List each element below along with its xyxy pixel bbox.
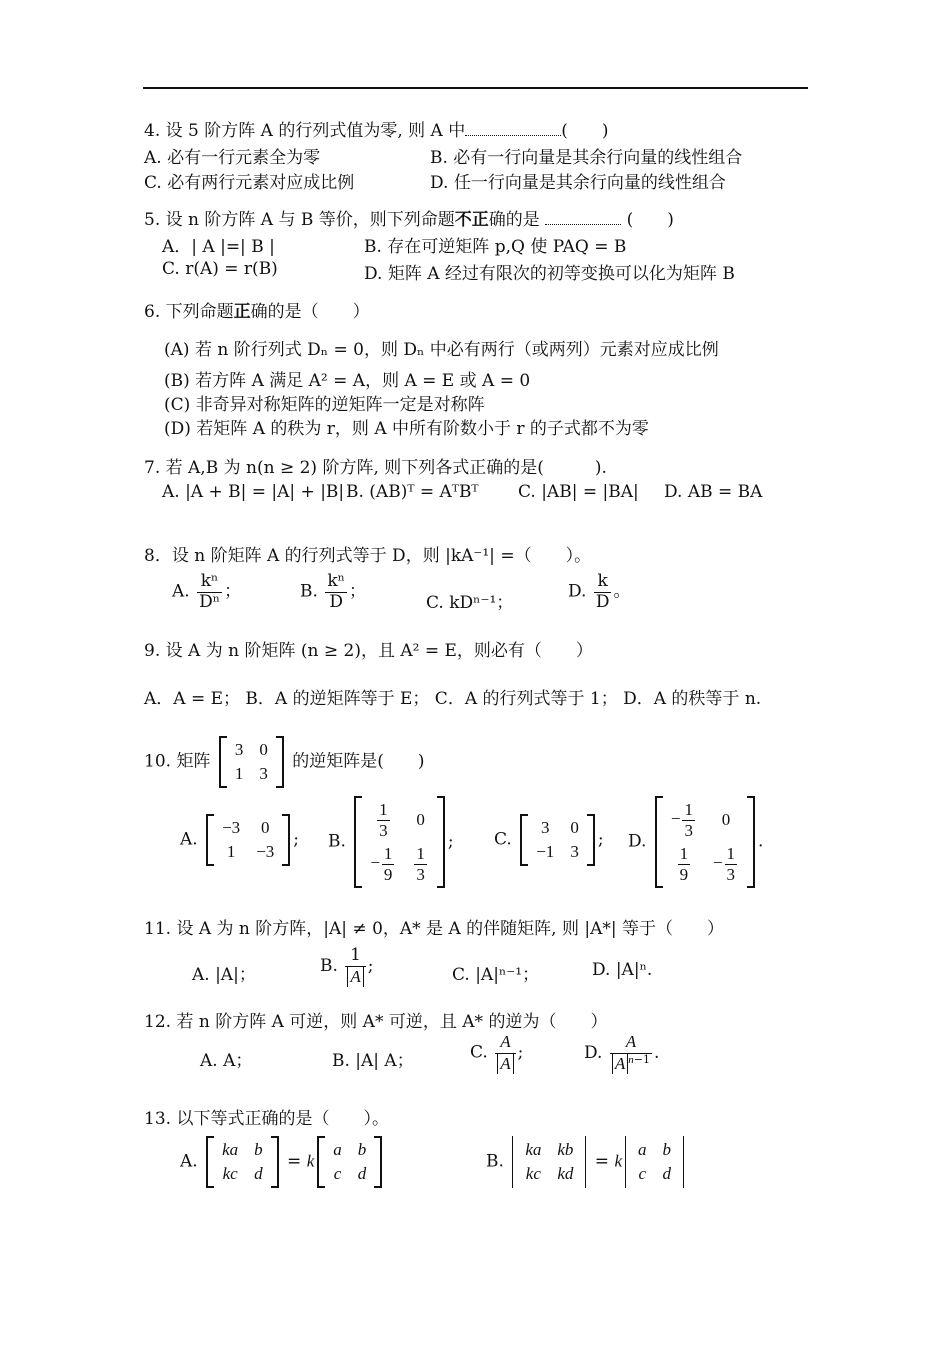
fraction: $\frac{1}{A}$ [345, 946, 365, 987]
question-6-option-a: (A) 若 n 阶行列式 Dₙ = 0，则 Dₙ 中必有两行（或两列）元素对应成比例 [164, 340, 719, 360]
question-5-option-d: D. 矩阵 A 经过有限次的初等变换可以化为矩阵 B [364, 264, 735, 284]
question-5-stem: 5. 设 n 阶方阵 A 与 B 等价，则下列命题不正确的是 ( ) [144, 210, 674, 230]
question-4-option-c: C. 必有两行元素对应成比例 [144, 173, 355, 193]
question-11-option-a: A. |A|； [192, 965, 256, 985]
determinant: a b c d [625, 1136, 684, 1188]
question-8-option-c: C. kDⁿ⁻¹； [426, 593, 514, 613]
answer-blank [465, 123, 561, 136]
question-4-option-d: D. 任一行向量是其余行向量的线性组合 [430, 173, 726, 193]
question-7-option-c: C. |AB| = |BA| [518, 482, 639, 502]
question-10-option-d: D. − $\frac{1}{3}$ 0 $\frac{1}{9}$ − $\frac{1}{3}$ . [628, 796, 763, 888]
question-8-option-b: B. $\frac{\text{kⁿ}}{D}$ ； [300, 571, 366, 612]
fraction: $\frac{k}{D}$ [595, 571, 610, 612]
question-13-stem: 13. 以下等式正确的是（ ）。 [144, 1109, 389, 1129]
question-5-option-b: B. 存在可逆矩阵 p,Q 使 PAQ = B [364, 237, 627, 257]
given-matrix: 3 0 1 3 [219, 736, 284, 788]
question-9-stem: 9. 设 A 为 n 阶矩阵 (n ≥ 2)，且 A² = E，则必有（ ） [144, 641, 593, 661]
question-4-stem: 4. 设 5 阶方阵 A 的行列式值为零, 则 A 中 ( ) [144, 121, 609, 141]
question-7-option-a: A. |A + B| = |A| + |B| [162, 482, 345, 502]
question-10-stem: 10. 矩阵 3 0 1 3 的逆矩阵是( ) [144, 736, 425, 788]
question-6-option-c: (C) 非奇异对称矩阵的逆矩阵一定是对称阵 [164, 395, 485, 415]
question-11-option-b: B. $\frac{1}{A}$ ; [320, 945, 374, 986]
matrix: $\frac{1}{3}$ 0 − $\frac{1}{9}$ $\frac{1}{3}$ [354, 796, 445, 888]
determinant: ka kb kc kd [512, 1136, 586, 1188]
question-12-option-b: B. |A| A； [332, 1051, 414, 1071]
matrix: 3 0 −1 3 [520, 814, 595, 866]
question-8-stem: 8．设 n 阶矩阵 A 的行列式等于 D，则 |kA⁻¹| =（ ）。 [144, 546, 592, 566]
question-11-option-d: D. |A|ⁿ. [592, 960, 653, 980]
question-8-option-d: D. $\frac{k}{D}$ 。 [568, 571, 631, 612]
fraction: $\frac{A}{A}$ [495, 1032, 515, 1074]
fraction: $\frac{\text{kⁿ}}{D}$ [327, 571, 345, 612]
question-10-option-b: B. $\frac{1}{3}$ 0 − $\frac{1}{9}$ $\frac{1}{3}$ ; [328, 796, 454, 888]
question-4-option-a: A. 必有一行元素全为零 [144, 148, 321, 168]
question-5-option-a: A．| A |=| B | [162, 237, 275, 257]
question-8-option-a: A. $\frac{\text{kⁿ}}{\text{Dⁿ}}$ ； [172, 571, 242, 612]
question-12-option-d: D. $\frac{A}{A ^{n-1}}$ . [584, 1032, 660, 1074]
question-11-stem: 11. 设 A 为 n 阶方阵，|A| ≠ 0，A* 是 A 的伴随矩阵, 则 |A*| 等于（ ） [144, 919, 724, 939]
header-rule [143, 87, 808, 89]
matrix: a b c d [317, 1136, 382, 1188]
fraction: $\frac{A}{A ^{n-1}}$ [610, 1032, 652, 1075]
question-10-option-c: C. 3 0 −1 3 ; [494, 814, 604, 866]
matrix: ka b kc d [206, 1136, 279, 1188]
question-13-option-b: B. ka kb kc kd = k a b c d [486, 1136, 687, 1188]
answer-blank [545, 212, 621, 225]
question-7-stem: 7. 若 A,B 为 n(n ≥ 2) 阶方阵, 则下列各式正确的是( ). [144, 458, 607, 478]
question-7-option-b: B. (AB)ᵀ = AᵀBᵀ [346, 482, 479, 502]
question-4-option-b: B. 必有一行向量是其余行向量的线性组合 [430, 148, 743, 168]
matrix: −3 0 1 −3 [206, 814, 290, 866]
question-6-option-d: (D) 若矩阵 A 的秩为 r，则 A 中所有阶数小于 r 的子式都不为零 [164, 419, 649, 439]
question-6-option-b: (B) 若方阵 A 满足 A² = A，则 A = E 或 A = 0 [164, 371, 531, 391]
question-12-option-a: A. A； [200, 1051, 253, 1071]
question-11-option-c: C. |A|ⁿ⁻¹； [452, 965, 540, 985]
question-5-option-c: C. r(A) = r(B) [162, 259, 278, 279]
fraction: $\frac{\text{kⁿ}}{\text{Dⁿ}}$ [199, 571, 221, 612]
question-13-option-a: A. ka b kc d = k a b c d [180, 1136, 385, 1188]
question-7-option-d: D. AB = BA [664, 482, 763, 502]
matrix: − $\frac{1}{3}$ 0 $\frac{1}{9}$ − $\frac{1}{3}$ [655, 796, 755, 888]
question-12-option-c: C. $\frac{A}{A}$ ; [470, 1032, 524, 1073]
question-12-stem: 12. 若 n 阶方阵 A 可逆，则 A* 可逆，且 A* 的逆为（ ） [144, 1012, 608, 1032]
question-10-option-a: A. −3 0 1 −3 ; [180, 814, 299, 866]
question-9-options: A．A = E； B．A 的逆矩阵等于 E； C．A 的行列式等于 1； D．A 的秩等于 n. [144, 689, 762, 709]
question-6-stem: 6. 下列命题正确的是（ ） [144, 302, 370, 322]
